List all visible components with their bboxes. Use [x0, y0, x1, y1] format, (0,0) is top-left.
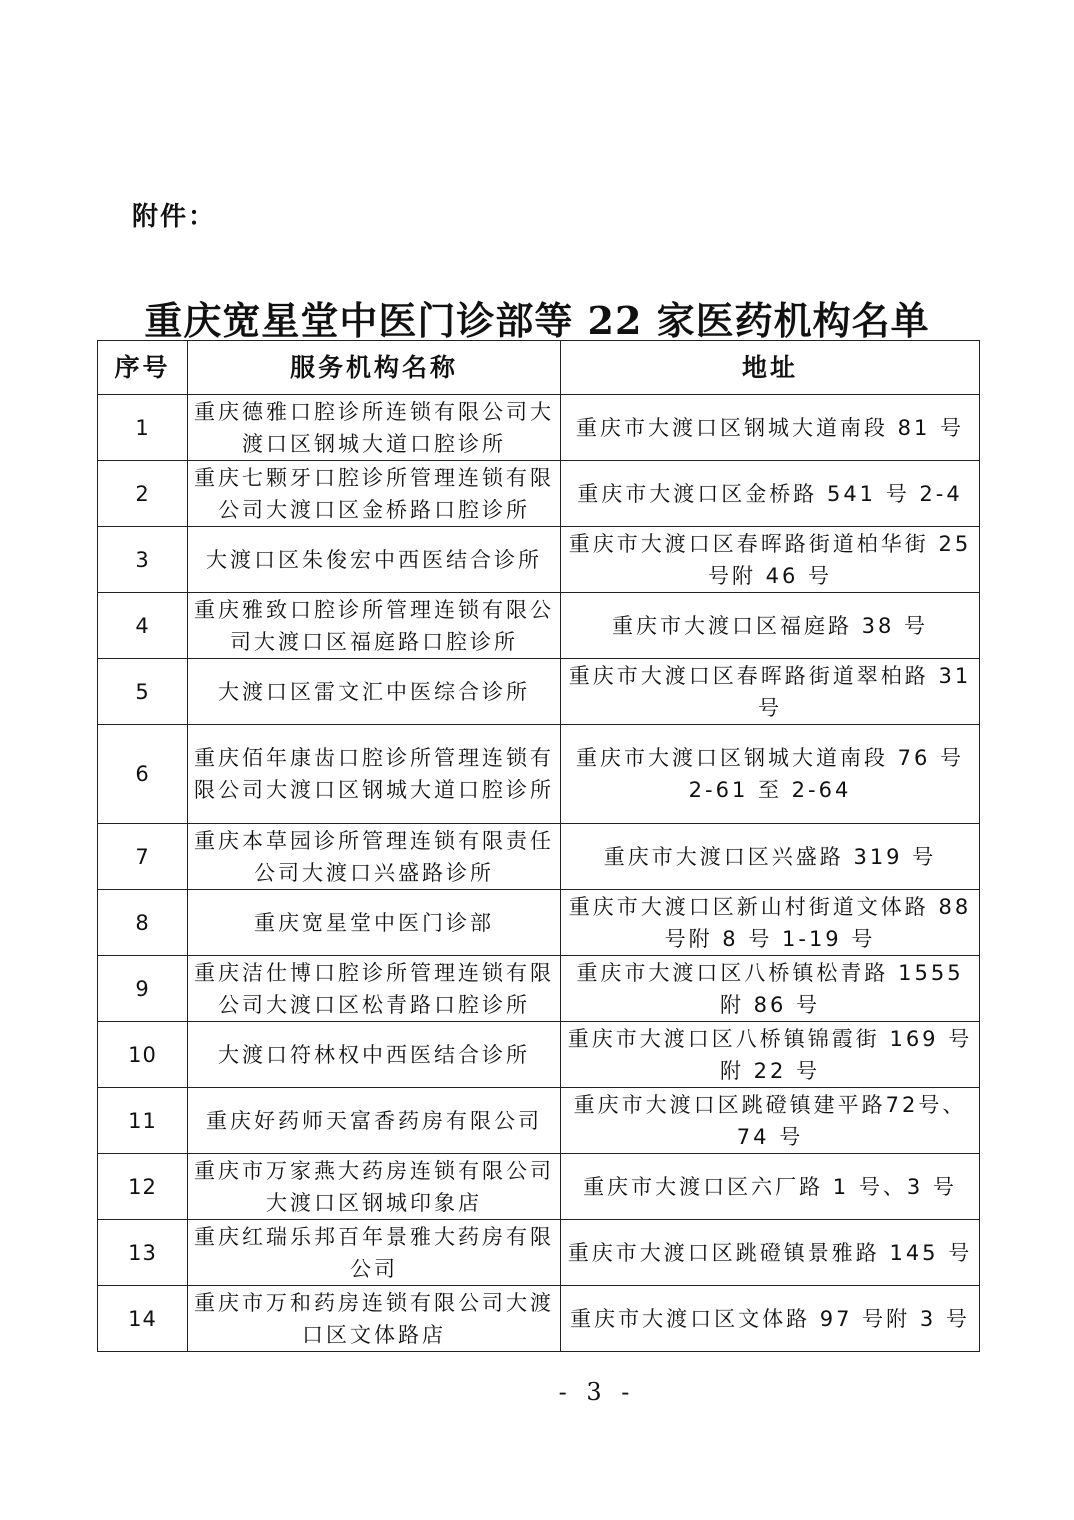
- header-institution-name: 服务机构名称: [188, 341, 561, 395]
- row-number: 3: [98, 527, 188, 593]
- institution-address: 重庆市大渡口区新山村街道文体路 88 号附 8 号 1-19 号: [561, 890, 980, 956]
- institution-address: 重庆市大渡口区春晖路街道翠柏路 31 号: [561, 659, 980, 725]
- table-row: [98, 659, 980, 725]
- table-row: [98, 1286, 980, 1352]
- institution-name: 重庆佰年康齿口腔诊所管理连锁有限公司大渡口区钢城大道口腔诊所: [188, 725, 561, 824]
- institution-address: 重庆市大渡口区六厂路 1 号、3 号: [561, 1154, 980, 1220]
- institution-table: [97, 340, 980, 1352]
- table-row: [98, 527, 980, 593]
- row-number: 10: [98, 1022, 188, 1088]
- header-address: 地址: [561, 341, 980, 395]
- row-number: 12: [98, 1154, 188, 1220]
- institution-name: 重庆宽星堂中医门诊部: [188, 890, 561, 956]
- institution-address: 重庆市大渡口区钢城大道南段 76 号 2-61 至 2-64: [561, 725, 980, 824]
- table-row: [98, 824, 980, 890]
- institution-name: 大渡口区朱俊宏中西医结合诊所: [188, 527, 561, 593]
- page-number: - 3 -: [558, 1378, 636, 1406]
- institution-name: 重庆德雅口腔诊所连锁有限公司大渡口区钢城大道口腔诊所: [188, 395, 561, 461]
- table-row: [98, 1220, 980, 1286]
- institution-address: 重庆市大渡口区文体路 97 号附 3 号: [561, 1286, 980, 1352]
- institution-address: 重庆市大渡口区金桥路 541 号 2-4: [561, 461, 980, 527]
- institution-name: 重庆雅致口腔诊所管理连锁有限公司大渡口区福庭路口腔诊所: [188, 593, 561, 659]
- table-row: [98, 1022, 980, 1088]
- institution-address: 重庆市大渡口区福庭路 38 号: [561, 593, 980, 659]
- institution-name: 重庆市万家燕大药房连锁有限公司大渡口区钢城印象店: [188, 1154, 561, 1220]
- table-row: [98, 725, 980, 824]
- table-header-row: [98, 341, 980, 395]
- row-number: 11: [98, 1088, 188, 1154]
- table-row: [98, 1154, 980, 1220]
- row-number: 6: [98, 725, 188, 824]
- institution-address: 重庆市大渡口区春晖路街道柏华街 25 号附 46 号: [561, 527, 980, 593]
- institution-address: 重庆市大渡口区八桥镇锦霞街 169 号附 22 号: [561, 1022, 980, 1088]
- institution-name: 重庆七颗牙口腔诊所管理连锁有限公司大渡口区金桥路口腔诊所: [188, 461, 561, 527]
- institution-name: 重庆本草园诊所管理连锁有限责任公司大渡口兴盛路诊所: [188, 824, 561, 890]
- institution-address: 重庆市大渡口区跳磴镇建平路72号、74 号: [561, 1088, 980, 1154]
- row-number: 9: [98, 956, 188, 1022]
- row-number: 5: [98, 659, 188, 725]
- row-number: 14: [98, 1286, 188, 1352]
- table-row: [98, 890, 980, 956]
- institution-address: 重庆市大渡口区钢城大道南段 81 号: [561, 395, 980, 461]
- table-row: [98, 1088, 980, 1154]
- header-serial-number: 序号: [98, 341, 188, 395]
- row-number: 4: [98, 593, 188, 659]
- row-number: 1: [98, 395, 188, 461]
- attachment-label: 附件：: [132, 202, 217, 232]
- institution-name: 大渡口符林权中西医结合诊所: [188, 1022, 561, 1088]
- institution-name: 重庆市万和药房连锁有限公司大渡口区文体路店: [188, 1286, 561, 1352]
- institution-name: 重庆好药师天富香药房有限公司: [188, 1088, 561, 1154]
- table-row: [98, 593, 980, 659]
- institution-address: 重庆市大渡口区八桥镇松青路 1555 附 86 号: [561, 956, 980, 1022]
- row-number: 8: [98, 890, 188, 956]
- document-title: 重庆宽星堂中医门诊部等 22 家医药机构名单: [144, 298, 930, 343]
- institution-name: 大渡口区雷文汇中医综合诊所: [188, 659, 561, 725]
- row-number: 13: [98, 1220, 188, 1286]
- row-number: 7: [98, 824, 188, 890]
- table-row: [98, 461, 980, 527]
- institution-name: 重庆洁仕博口腔诊所管理连锁有限公司大渡口区松青路口腔诊所: [188, 956, 561, 1022]
- institution-address: 重庆市大渡口区跳磴镇景雅路 145 号: [561, 1220, 980, 1286]
- table-row: [98, 395, 980, 461]
- row-number: 2: [98, 461, 188, 527]
- institution-name: 重庆红瑞乐邦百年景雅大药房有限公司: [188, 1220, 561, 1286]
- institution-address: 重庆市大渡口区兴盛路 319 号: [561, 824, 980, 890]
- table-row: [98, 956, 980, 1022]
